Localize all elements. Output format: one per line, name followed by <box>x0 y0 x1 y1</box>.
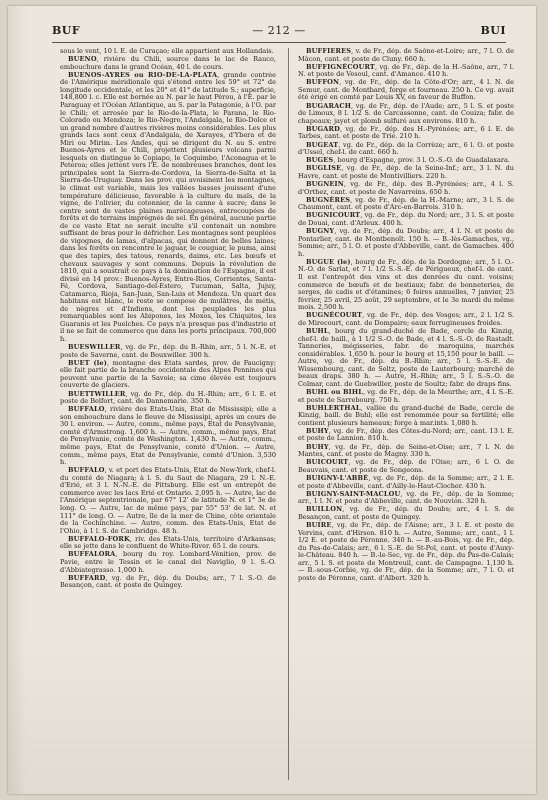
entry-headword: BUGNEIN <box>306 180 344 189</box>
dictionary-entry <box>298 212 514 227</box>
dictionary-entry <box>298 259 514 312</box>
entry-headword: BUFFALO <box>68 405 105 414</box>
running-head-right: BUI <box>480 24 506 37</box>
dictionary-entry <box>60 344 276 359</box>
entry-headword: BUFFALO <box>68 466 105 475</box>
dictionary-entry <box>60 575 276 590</box>
entry-text: , vg. de Fr., dép. de la Somme; arr., 2 l. E. et poste d'Abbeville, cant. d'Ailly-le-Haut-Clocher. 430 h. <box>298 473 514 490</box>
entry-text: , vg. de Fr., dép. des Côtes-du-Nord; arr., cant. 13 l. E. et poste de Lannion. 810 h. <box>298 426 514 443</box>
entry-headword: BUFFIÈRES <box>306 48 352 55</box>
dictionary-entry <box>60 406 276 466</box>
entry-headword: BUHY <box>306 426 329 435</box>
entry-text: , rivière du Chili, source dans le lac de Rauco, embouchure dans le grand Océan, 40 l. de cours. <box>60 55 276 71</box>
entry-headword: BUIGNY-SAINT-MACLOU <box>306 489 401 498</box>
dictionary-entry <box>298 491 514 506</box>
entry-text: , v. de Fr., dép. de Saône-et-Loire; arr., 7 l. O. de Mâcon, cant. et poste de Cluny. 660 h. <box>298 48 514 63</box>
dictionary-entry <box>298 79 514 102</box>
dictionary-entry <box>60 467 276 535</box>
entry-headword: BUFFIGNÉCOURT <box>306 62 375 71</box>
dictionary-entry <box>298 475 514 490</box>
entry-headword: BUIRE <box>306 521 332 530</box>
dictionary-page <box>8 6 536 794</box>
entry-text: , vg. de Fr., dép. du H.-Rhin; arr., 6 l. E. et poste de Belfort, cant. de Dannemarie. 350 h. <box>60 389 276 406</box>
scan-edge-shade <box>8 6 26 794</box>
page-number: — 212 — <box>252 24 306 37</box>
entry-headword: BUENO <box>68 55 97 64</box>
dictionary-entry <box>298 142 514 157</box>
entry-text: , vg. de Fr., dép. du Doubs; arr., 4 l. S. de Besançon, cant. et poste de Quingey. <box>298 505 514 521</box>
entry-headword: BUGES <box>306 156 334 165</box>
entry-text: , vg. de Fr., dép. du B.-Rhin, arr., 5 l. N.-E. et poste de Saverne, cant. de Bouxwiller. 300 h. <box>60 343 276 359</box>
dictionary-entry <box>60 360 276 390</box>
entry-text: , vg. de Fr., dép. de la Seine-Inf.; arr., 3 l. N. du Havre, cant. et poste de Montivilliers. 220 h. <box>298 164 514 180</box>
dictionary-entry <box>298 459 514 474</box>
dictionary-entry <box>298 405 514 428</box>
entry-text: , vg. de Fr., dép. des B.-Pyrénées; arr., 4 l. S. d'Orthez, cant. et poste de Navarreins. 650 h. <box>298 180 514 196</box>
entry-headword: BUHLERTHAL <box>306 403 361 412</box>
dictionary-entry <box>298 444 514 459</box>
entry-headword: BUGNÉCOURT <box>306 311 363 320</box>
running-head-left: BUF <box>52 24 81 37</box>
entry-headword: BUET (le) <box>68 358 107 367</box>
entry-text: , vg. de Fr., dép. des H.-Pyrénées; arr., 6 l. E. de Tarbes, cant. et poste de Trie. 210 h. <box>298 124 514 141</box>
dictionary-entry <box>60 56 276 71</box>
entry-headword: BUETTWILLER <box>68 389 126 398</box>
entry-headword: BUFFARD <box>68 573 106 582</box>
entry-text: , vg. de Fr., dép. du Doubs; arr., 4 l. N. et poste de Pontarlier, cant. de Montbenoît. 150 h. — B.-lès-Gamaches, vg., Somme; arr., 5 l. O. et poste d'Abbeville, cant. de Gamaches. 400 h. <box>298 227 514 258</box>
dictionary-entry <box>298 48 514 63</box>
entry-text: , v. et port des Etats-Unis, Etat de New-York, chef-l. du comté de Niagara; à l. S. du Saut de Niagara, 29 l. N.-E. d'Erié, et 3 l. N.-N.-E. de Pittsburg. Elle est un entrepôt de commerce avec les lacs Erié et Ontario. 2,095 h. — Autre, lac de l'Amérique septentrionale, par 67° 12' de latitude N. et 1° 3e de long. O. — Autre, lac de même pays, par 55° 53' de lat. N. et 111° de long. O. — Autre, île de la mer de Chine, côte orientale de la Cochinchine. — Autre, comm. des Etats-Unis, Etat de l'Ohio, à 1 l. S. de Cambridge. 48 h. <box>60 466 276 535</box>
entry-headword: BUGNY <box>306 227 335 236</box>
entry-text: , bourg de Fr., dép. de la Dordogne; arr., 5 l. O.-N.-O. de Sarlat, et 7 l. 1/2 S.-S.-E. de Périgueux, chef-l. de cant. Il est l'entrepôt des vins et des denrées du cant. voisins; commerce de bœufs et de bestiaux; fabr. de bonneteries, de serges, de cadis et d'étamines; 6 foires annuelles, 7 janvier, 25 février, 25 avril, 25 août, 29 septembre, et le 3e mardi du même mois. 2,500 h. <box>298 257 514 312</box>
entry-headword: BUHL ou BIHL <box>306 387 363 396</box>
entry-headword: BUESWILLER <box>68 343 121 352</box>
entry-text: , vg. de Fr., dép. de l'Oise; arr., 6 l. O. de Beauvais, cant. et poste de Songeons. <box>298 458 514 474</box>
dictionary-entry <box>60 391 276 406</box>
entry-headword: BUILLON <box>306 505 343 514</box>
dictionary-entry <box>298 64 514 79</box>
entry-headword: BUGEAT <box>306 140 339 149</box>
dictionary-entry <box>298 103 514 126</box>
dictionary-entry <box>298 522 514 582</box>
entry-headword: BUHY <box>306 442 329 451</box>
entry-headword: BUFFON <box>306 78 340 87</box>
entry-text: , vg. de Fr., dép. de la Somme; arr., 1 l. N. et poste d'Abbeville, cant. de Nouvion. 320 h. <box>298 489 514 506</box>
entry-headword: BUIGNY-L'ABBÉ <box>306 473 369 482</box>
dictionary-entry <box>298 389 514 404</box>
dictionary-entry <box>298 126 514 141</box>
entry-headword: BUGNICOURT <box>306 211 361 220</box>
entry-text: , vg. de Fr., dép. de la Corrèze; arr., 6 l. O. et poste d'Ussel, chef-l. de cant. 660 h. <box>298 140 514 157</box>
entry-text: , vg. de Fr., dép. de la H.-Marne; arr., 3 l. S. de Chaumont, cant. et poste d'Arc-en-Barrois. 310 h. <box>298 195 514 212</box>
entry-headword: BUGLISE <box>306 164 342 173</box>
entry-text: , vg. de Fr., dép. de Seine-et-Oise; arr., 7 l. N. de Mantes, cant. et poste de Magny. 330 h. <box>298 442 514 459</box>
dictionary-entry <box>298 506 514 521</box>
entry-text: , bourg du grand-duché de Bade, cercle du Kinzig, chef-l. de baill., à 1 1/2 S.-O. de Bade, et 4 l. S.-S.-O. de Rastadt. Tanneries, mégisseries, fabr. de maroquins, marchés considérables. 1,650 h. pour le bourg et 15,150 pour le baill. — Autre, vg. de Fr., dép. du B.-Rhin; arr., 5 l. S.-S.-E. de Wissembourg, cant. de Seltz, poste de Lauterbourg; marché de beaux draps. 380 h. — Autre, H.-Rhin; arr., 5 l. S.-S.-O. de Colmar, cant. de Guebwiller, poste de Soultz; fabr. de draps fins. <box>298 327 514 388</box>
dictionary-entry <box>60 536 276 551</box>
entry-headword: BUFFALO-FORK <box>68 534 130 543</box>
entry-headword: BUGARACH <box>306 101 352 110</box>
right-column <box>298 48 514 784</box>
left-column <box>60 48 276 784</box>
dictionary-entry <box>298 165 514 180</box>
entry-text: , riv. des Etats-Unis, territoire d'Arkansas; elle se jette dans le confluent de White-River. 65 l. de cours. <box>60 534 276 551</box>
dictionary-entry <box>298 428 514 443</box>
dictionary-entry <box>298 328 514 388</box>
entry-headword: BUICOURT <box>306 458 349 467</box>
dictionary-entry <box>298 197 514 212</box>
entry-text: , vg. de Fr., dép. de l'Aude; arr., 5 l. S. et poste de Limoux, 8 l. 1/2 S. de Carcassonne, cant. de Couiza; fabr. de chapeaux; jayet et plomb sulfuré aux environs. 810 h. <box>298 101 514 125</box>
header-rule <box>52 42 506 43</box>
entry-headword: BUENOS-AYRES ou RIO-DE-LA-PLATA <box>68 70 218 79</box>
dictionary-entry <box>60 72 276 344</box>
entry-headword: BUGARD <box>306 124 340 133</box>
column-divider <box>288 48 289 780</box>
entry-headword: BUGNÈRES <box>306 195 351 204</box>
entry-text: , vg. de Fr., dép. de la H.-Saône, arr., 7 l. N. et poste de Vesoul, cant. d'Amance. 410 h. <box>298 62 514 79</box>
entry-text: , vg. de Fr., dép. de la Meurthe; arr., 4 l. S.-E. et poste de Sarrebourg. 750 h. <box>298 387 514 404</box>
running-head <box>52 24 506 44</box>
entry-text: , montagne des Etats sardes, prov. de Faucigny; elle fait partie de la branche occidentale des Alpes Pennines qui peuvent une partie de la Savoie; sa cime élevée est toujours couverte de glaciers. <box>60 358 276 390</box>
dictionary-entry <box>298 181 514 196</box>
entry-text: , vg. de Fr., dép. du Doubs; arr., 7 l. S.-O. de Besançon, cant. et poste de Quingey. <box>60 573 276 590</box>
entry-text: , grande contrée de l'Amérique méridionale qui s'étend entre les 59° et 72° de longitude occidentale, et les 20° et 41° de latitude S.; superficie, 148,800 l. c. Elle est bornée au N. par le haut Pérou, à l'E. par le Paraguay et l'Océan Atlantique, au S. par la Patagonie, à l'O. par le Chili; et arrosée par le Rio-de-la-Plata, le Parana, le Rio-Colorado ou Mendoza; le Rio-Negro, l'Andalgala, le Rio-Dolce et un grand nombre d'autres rivières moins considérables. Les plus grands lacs sont ceux d'Andalgala, de Xarayes, d'Ybera et de Miri ou Mirim. Les Andes, qui se dirigent du N. au S. entre Buenos-Ayres et le Chili, projettent plusieurs volcans parmi lesquels on distingue le Copiapo, le Coquimbo, l'Aconagua et le Peteroa; elles jettent vers l'E. de nombreuses branches, dont les principales sont la Sierra-de-Cordova, la Sierra-de-Salta et la Sierra-de-Uruguay. Dans les prov. qui avoisinent les montagnes, le climat est variable, mais les vallées basses jouissent d'une température délicieuse, favorable à la culture du maïs, de la vigne, de l'olivier, du cotonnier, de la canne à sucre; dans le centre sont de vastes plaines marécageuses, entrecoupées de forêts et de terrains imprégnés de sel. En général, aucune partie de ce vaste Etat ne serait inculte s'il contenait un nombre suffisant de bras pour le défricher. Les montagnes sont peuplées de vigognes, de lamas, d'alpacas, qui donnent de belles laines; dans les forêts on rencontre le jaguar, le couguar, le puma, ainsi que des tapirs, des tatous, renards, daims, etc. Les bœufs et chevaux sauvages y sont communs. Depuis la révolution de 1810, qui a soustrait ce pays à la domination de l'Espagne, il est divisé en 14 prov.: Buenos-Ayres, Entre-Rios, Corrientes, Santa-Fé, Cordova, Santiago-del-Estero, Tucuman, Salta, Jujuy, Catamarca, Rioja, San-Juan, San-Luis et Mendoza. Un quart des habitans est blanc, le reste se compose de mulâtres, de métis, de nègres et d'Indiens, dont les peuplades les plus remarquables sont les Abipones, les Moxos, les Chiquitos, les Guaranis et les Puelches. Ce pays n'a presque pas d'industrie et il ne se fait de commerce que dans les ports principaux. 700,000 h. <box>60 70 276 343</box>
entry-text: , bourg d'Espagne, prov. 3 l. O.-S.-O. de Guadalaxara. <box>333 156 511 165</box>
entry-text: , vg. de Fr., dép. de l'Aisne; arr., 3 l. E. et poste de Vervins, cant. d'Hirson. 810 h. — Autre, Somme; arr., cant., 1 l. 1/2 E. et poste de Péronne. 340 h. — B.-au-Bois, vg. de Fr., dép. du Pas-de-Calais; arr., 6 l. S.-E. de St-Pol, cant. et poste d'Auxy-le-Château. 840 h. — B.-le-Sec, vg. de Fr., dép. du Pas-de-Calais; arr., 5 l. S. et poste de Montreuil, cant. de Campagne. 1,130 h. — B.-sous-Corbie, vg. de Fr., dép. de la Somme; arr., 7 l. O. et poste de Péronne, cant. d'Albert. 320 h. <box>298 521 514 582</box>
entry-headword: BUGUE (le) <box>306 257 351 266</box>
dictionary-entry <box>298 312 514 327</box>
entry-headword: BUFFALORA <box>68 550 116 559</box>
dictionary-entry <box>298 228 514 258</box>
entry-text: , vg. de Fr., dép. des Vosges; arr., 2 l. 1/2 S. de Mirecourt, cant. de Dompaire; eaux ferrugineuses froides. <box>298 311 514 327</box>
entry-text: , bourg du roy. Lombard-Vénitien, prov. de Pavie, entre le Tessin et le canal del Naviglio, 9 l. S.-O. d'Abbiategrasso. 1,000 h. <box>60 550 276 574</box>
entry-text: , rivière des Etats-Unis, Etat de Mississipi; elle a son embouchure dans le fleuve de Mississipi, après un cours de 30 l. environ. — Autre, comm., même pays, Etat de Pensylvanie, comté d'Armstrong. 1,600 h. — Autre, comm., même pays, Etat de Pensylvanie, comté de Washington. 1,430 h. — Autre, comm., même pays, Etat de Pensylvanie, comté d'Union. — Autre, comm., même pays, Etat de Pensylvanie, comté d'Union. 3,530 h. <box>60 405 276 467</box>
dictionary-entry <box>60 551 276 574</box>
entry-headword: BUHL <box>306 327 329 335</box>
entry-text: , vg. de Fr., dép. du Nord; arr., 3 l. S. et poste de Douai, cant. d'Arleux. 400 h. <box>298 211 514 227</box>
entry-text: , vg. de Fr., dép. de la Côte-d'Or; arr., 4 l. N. de Semur, cant. de Montbard, forge et fourneau. 250 h. Ce vg. avait été érigé en comté par Louis XV, en faveur de Buffon. <box>298 78 514 102</box>
entry-text: , vallée du grand-duché de Bade, cercle de Kinzig, baill. de Buhl; elle est renommée pour sa fertilité; elle contient plusieurs hameaux; forge à mar.ints. 1,080 h. <box>298 403 514 427</box>
entry-text: sous le vent, 10 l. E. de Curaçao; elle appartient aux Hollandais. <box>60 48 274 55</box>
